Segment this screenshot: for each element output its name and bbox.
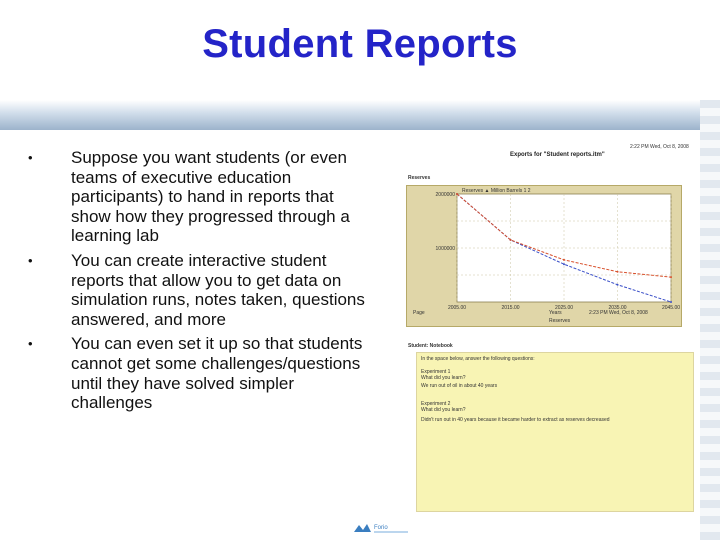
slide-title: Student Reports xyxy=(202,22,518,66)
chart-svg xyxy=(407,186,681,326)
notes-line: Experiment 1 xyxy=(421,369,451,375)
bullet-text: Suppose you want students (or even teams of executive education participants) to hand in reports that show how they progressed through a learning lab xyxy=(71,148,350,246)
report-header: Exports for "Student reports.itm" xyxy=(510,152,605,158)
header-band xyxy=(0,100,720,130)
bullet-marker: • xyxy=(28,150,33,165)
bullet-text: You can even set it up so that students cannot get some challenges/questions until they have solved simpler challenges xyxy=(71,334,363,413)
chart-section-label: Reserves xyxy=(408,175,431,181)
footer-page: Page xyxy=(413,310,425,316)
data-point xyxy=(670,276,672,278)
reserves-chart xyxy=(406,185,682,327)
x-tick-label: 2045.00 xyxy=(661,305,681,311)
data-point xyxy=(617,284,619,286)
footer-time: 2:23 PM Wed, Oct 8, 2008 xyxy=(589,310,648,316)
y-tick-label: 2000000 xyxy=(435,192,455,198)
bullet-item xyxy=(28,148,368,246)
notes-line: Didn't run out in 40 years because it became harder to extract as reserves decreased xyxy=(421,417,610,423)
footer-variable: Reserves xyxy=(549,318,571,324)
bullet-list xyxy=(28,148,368,418)
x-axis-label: Years xyxy=(549,310,562,316)
data-point xyxy=(617,271,619,273)
x-tick-label: 2005.00 xyxy=(447,305,467,311)
chart-legend: Reserves ▲ Million Barrels 1 2 xyxy=(462,188,531,194)
y-ticks xyxy=(436,192,456,252)
notes-line: We run out of oil in about 40 years xyxy=(421,383,498,389)
bullet-item xyxy=(28,334,368,412)
notes-line: Experiment 2 xyxy=(421,401,451,407)
data-point xyxy=(456,193,458,195)
forio-logo xyxy=(352,520,412,536)
y-tick-label: 1000000 xyxy=(435,246,455,252)
logo-mark-icon xyxy=(354,524,371,532)
notes-line: What did you learn? xyxy=(421,407,466,413)
data-point xyxy=(563,259,565,261)
bullet-marker: • xyxy=(28,336,33,352)
x-tick-label: 2025.00 xyxy=(554,305,574,311)
bullet-marker: • xyxy=(28,252,33,268)
report-screenshot xyxy=(398,140,693,512)
bullet-text: You can create interactive student reports that allow you to get data on simulation runs, notes taken, questions answered, and more xyxy=(71,250,365,329)
notes-section-label: Student: Notebook xyxy=(408,343,453,349)
report-timestamp: 2:22 PM Wed, Oct 8, 2008 xyxy=(630,144,689,150)
notes-line: What did you learn? xyxy=(421,375,466,381)
notes-line: In the space below, answer the following questions: xyxy=(421,356,535,362)
x-tick-label: 2015.00 xyxy=(501,305,520,311)
data-point xyxy=(670,301,672,303)
notebook-panel xyxy=(416,352,694,512)
x-tick-label: 2035.00 xyxy=(608,305,627,311)
side-stripe xyxy=(700,100,720,540)
data-point xyxy=(563,263,565,265)
data-point xyxy=(510,239,512,241)
logo-text: Forio xyxy=(374,525,388,531)
bullet-item xyxy=(28,251,368,329)
